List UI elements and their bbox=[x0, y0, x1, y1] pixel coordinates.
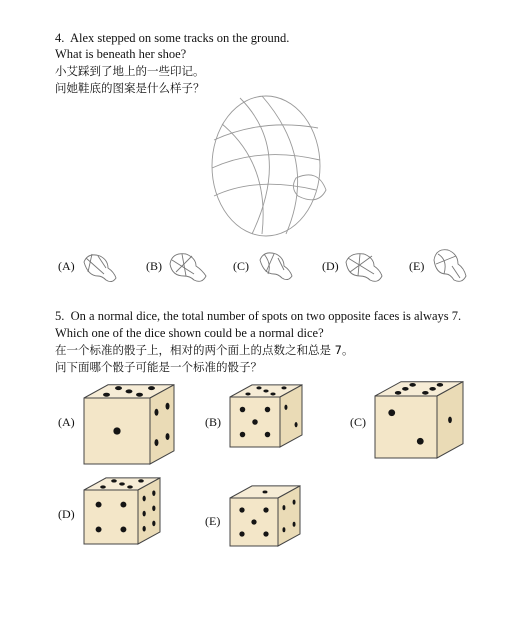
die-pip bbox=[293, 500, 296, 505]
q4-chinese-line-1: 小艾踩到了地上的一些印记。 bbox=[55, 64, 205, 78]
q5-number: 5. bbox=[55, 309, 65, 323]
q4-question-text: Alex stepped on some tracks on the ground. bbox=[69, 31, 290, 45]
die-pip bbox=[293, 522, 296, 527]
q5-option-c-label[interactable]: (C) bbox=[350, 415, 366, 429]
q5-chinese-line-2: 问下面哪个骰子可能是一个标准的骰子？ bbox=[55, 360, 262, 374]
die-pip bbox=[262, 490, 267, 493]
q5-chinese-line-1: 在一个标准的骰子上，相对的两个面上的点数之和总是 7。 bbox=[55, 343, 354, 357]
q5-option-a-label[interactable]: (A) bbox=[58, 415, 75, 429]
q5-question-text: On a normal dice, the total number of spots on two opposite faces is always 7. bbox=[70, 309, 462, 323]
die-pip bbox=[263, 507, 268, 512]
q5-option-e-label[interactable]: (E) bbox=[205, 514, 221, 528]
q5-english-line-2: Which one of the dice shown could be a normal dice? bbox=[55, 326, 324, 340]
die-pip bbox=[263, 531, 268, 536]
q4-option-a-label[interactable]: (A) bbox=[58, 259, 75, 273]
q5-option-b-label[interactable]: (B) bbox=[205, 415, 221, 429]
die-pip bbox=[282, 505, 285, 510]
die-pip bbox=[239, 507, 244, 512]
q4-option-e-label[interactable]: (E) bbox=[409, 259, 425, 273]
q4-option-d-label[interactable]: (D) bbox=[322, 259, 339, 273]
die-pip bbox=[251, 519, 256, 524]
q4-number: 4. bbox=[55, 31, 65, 45]
q4-chinese-line-2: 问她鞋底的图案是什么样子？ bbox=[55, 81, 205, 95]
q4-option-b-label[interactable]: (B) bbox=[146, 259, 162, 273]
die-pip bbox=[282, 527, 285, 532]
q5-option-d-label[interactable]: (D) bbox=[58, 507, 75, 521]
q4-option-c-label[interactable]: (C) bbox=[233, 259, 249, 273]
die-pip bbox=[239, 531, 244, 536]
q4-english-line-2: What is beneath her shoe? bbox=[55, 47, 187, 61]
